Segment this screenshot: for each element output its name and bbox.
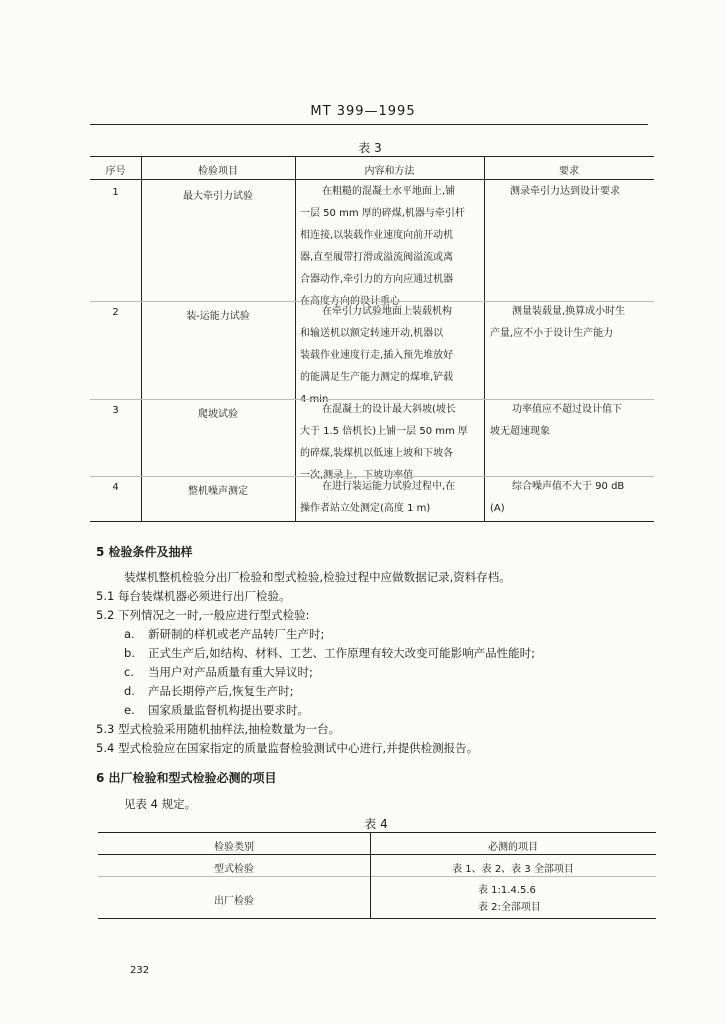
section-5-intro: 装煤机整机检验分出厂检验和型式检验,检验过程中应做数据记录,资料存档。	[124, 570, 511, 584]
table-row-item: 装-运能力试验	[186, 311, 250, 322]
table-row-no: 4	[112, 482, 119, 493]
list-item: 新研制的样机或老产品转厂生产时;	[148, 627, 325, 641]
table4-caption: 表 4	[364, 817, 388, 831]
table3-header-method: 内容和方法	[364, 166, 415, 177]
table3-header-no: 序号	[105, 166, 126, 177]
table-row-no: 2	[112, 307, 119, 318]
table-row-no: 1	[112, 187, 119, 198]
standard-number: MT 399—1995	[310, 104, 416, 119]
table-row-requirement: 综合噪声值不大于 90 dB (A)	[490, 481, 625, 514]
header-rule	[90, 124, 648, 125]
list-item-label: a.	[124, 627, 135, 641]
table-row-item: 整机噪声测定	[188, 486, 248, 497]
list-item-label: e.	[124, 703, 135, 717]
table-row-items: 表 1:1.4.5.6 表 2:全部项目	[478, 885, 541, 913]
clause-5-2: 5.2 下列情况之一时,一般应进行型式检验:	[96, 608, 310, 622]
table-row-requirement: 测量装载量,换算成小时生 产量,应不小于设计生产能力	[490, 306, 626, 339]
clause-5-4: 5.4 型式检验应在国家指定的质量监督检验测试中心进行,并提供检测报告。	[96, 741, 479, 755]
list-item-label: c.	[124, 665, 134, 679]
table4-header-items: 必测的项目	[488, 842, 538, 853]
table-row-method: 在进行装运能力试验过程中,在 操作者站立处测定(高度 1 m)	[300, 481, 456, 514]
table-row-requirement: 功率值应不超过设计值下 坡无超速现象	[490, 404, 622, 437]
section-5-title: 5 检验条件及抽样	[96, 545, 193, 559]
page-number: 232	[130, 965, 150, 976]
table-row-item: 爬坡试验	[198, 409, 238, 420]
table-row-requirement: 测录牵引力达到设计要求	[510, 186, 620, 197]
list-item-label: b.	[124, 646, 135, 660]
list-item: 当用户对产品质量有重大异议时;	[148, 665, 313, 679]
table-row-no: 3	[112, 405, 119, 416]
list-item: 国家质量监督机构提出要求时。	[148, 703, 309, 717]
table-row-category: 型式检验	[214, 864, 254, 875]
table3-header-requirement: 要求	[559, 166, 579, 177]
table-row-item: 最大牵引力试验	[183, 191, 253, 202]
table4	[98, 832, 656, 919]
clause-5-1: 5.1 每台装煤机器必须进行出厂检验。	[96, 589, 291, 603]
table3-caption: 表 3	[358, 141, 382, 155]
list-item: 正式生产后,如结构、材料、工艺、工作原理有较大改变可能影响产品性能时;	[148, 646, 536, 660]
list-item-label: d.	[124, 684, 135, 698]
section-6-title: 6 出厂检验和型式检验必测的项目	[96, 771, 277, 785]
clause-5-3: 5.3 型式检验采用随机抽样法,抽检数量为一台。	[96, 722, 341, 736]
table3-header-item: 检验项目	[198, 166, 238, 177]
table4-header-category: 检验类别	[214, 842, 254, 853]
table-row-method: 在混凝土的设计最大斜坡(坡长 大于 1.5 倍机长)上铺一层 50 mm 厚 的碎煤,装煤机以低速上坡和下坡各	[300, 404, 468, 459]
table-row-category: 出厂检验	[214, 896, 254, 907]
table3	[90, 156, 654, 522]
section-6-intro: 见表 4 规定。	[124, 797, 197, 811]
list-item: 产品长期停产后,恢复生产时;	[148, 684, 294, 698]
table-row-method: 在牵引力试验地面上装载机构 和输送机以额定转速开动,机器以 装载作业速度行走,插入预先堆放好 的能满足生产能力测定的煤堆,铲载	[300, 306, 454, 383]
table-row-items: 表 1、表 2、表 3 全部项目	[452, 864, 574, 875]
table-row-method: 在粗糙的混凝土水平地面上,铺 一层 50 mm 厚的碎煤,机器与牵引杆 相连接,以装载作业速度向前开动机 器,直至履带打滑或溢流阀溢流或离 合器动作,牵引力的方向应通过机器	[300, 186, 465, 285]
